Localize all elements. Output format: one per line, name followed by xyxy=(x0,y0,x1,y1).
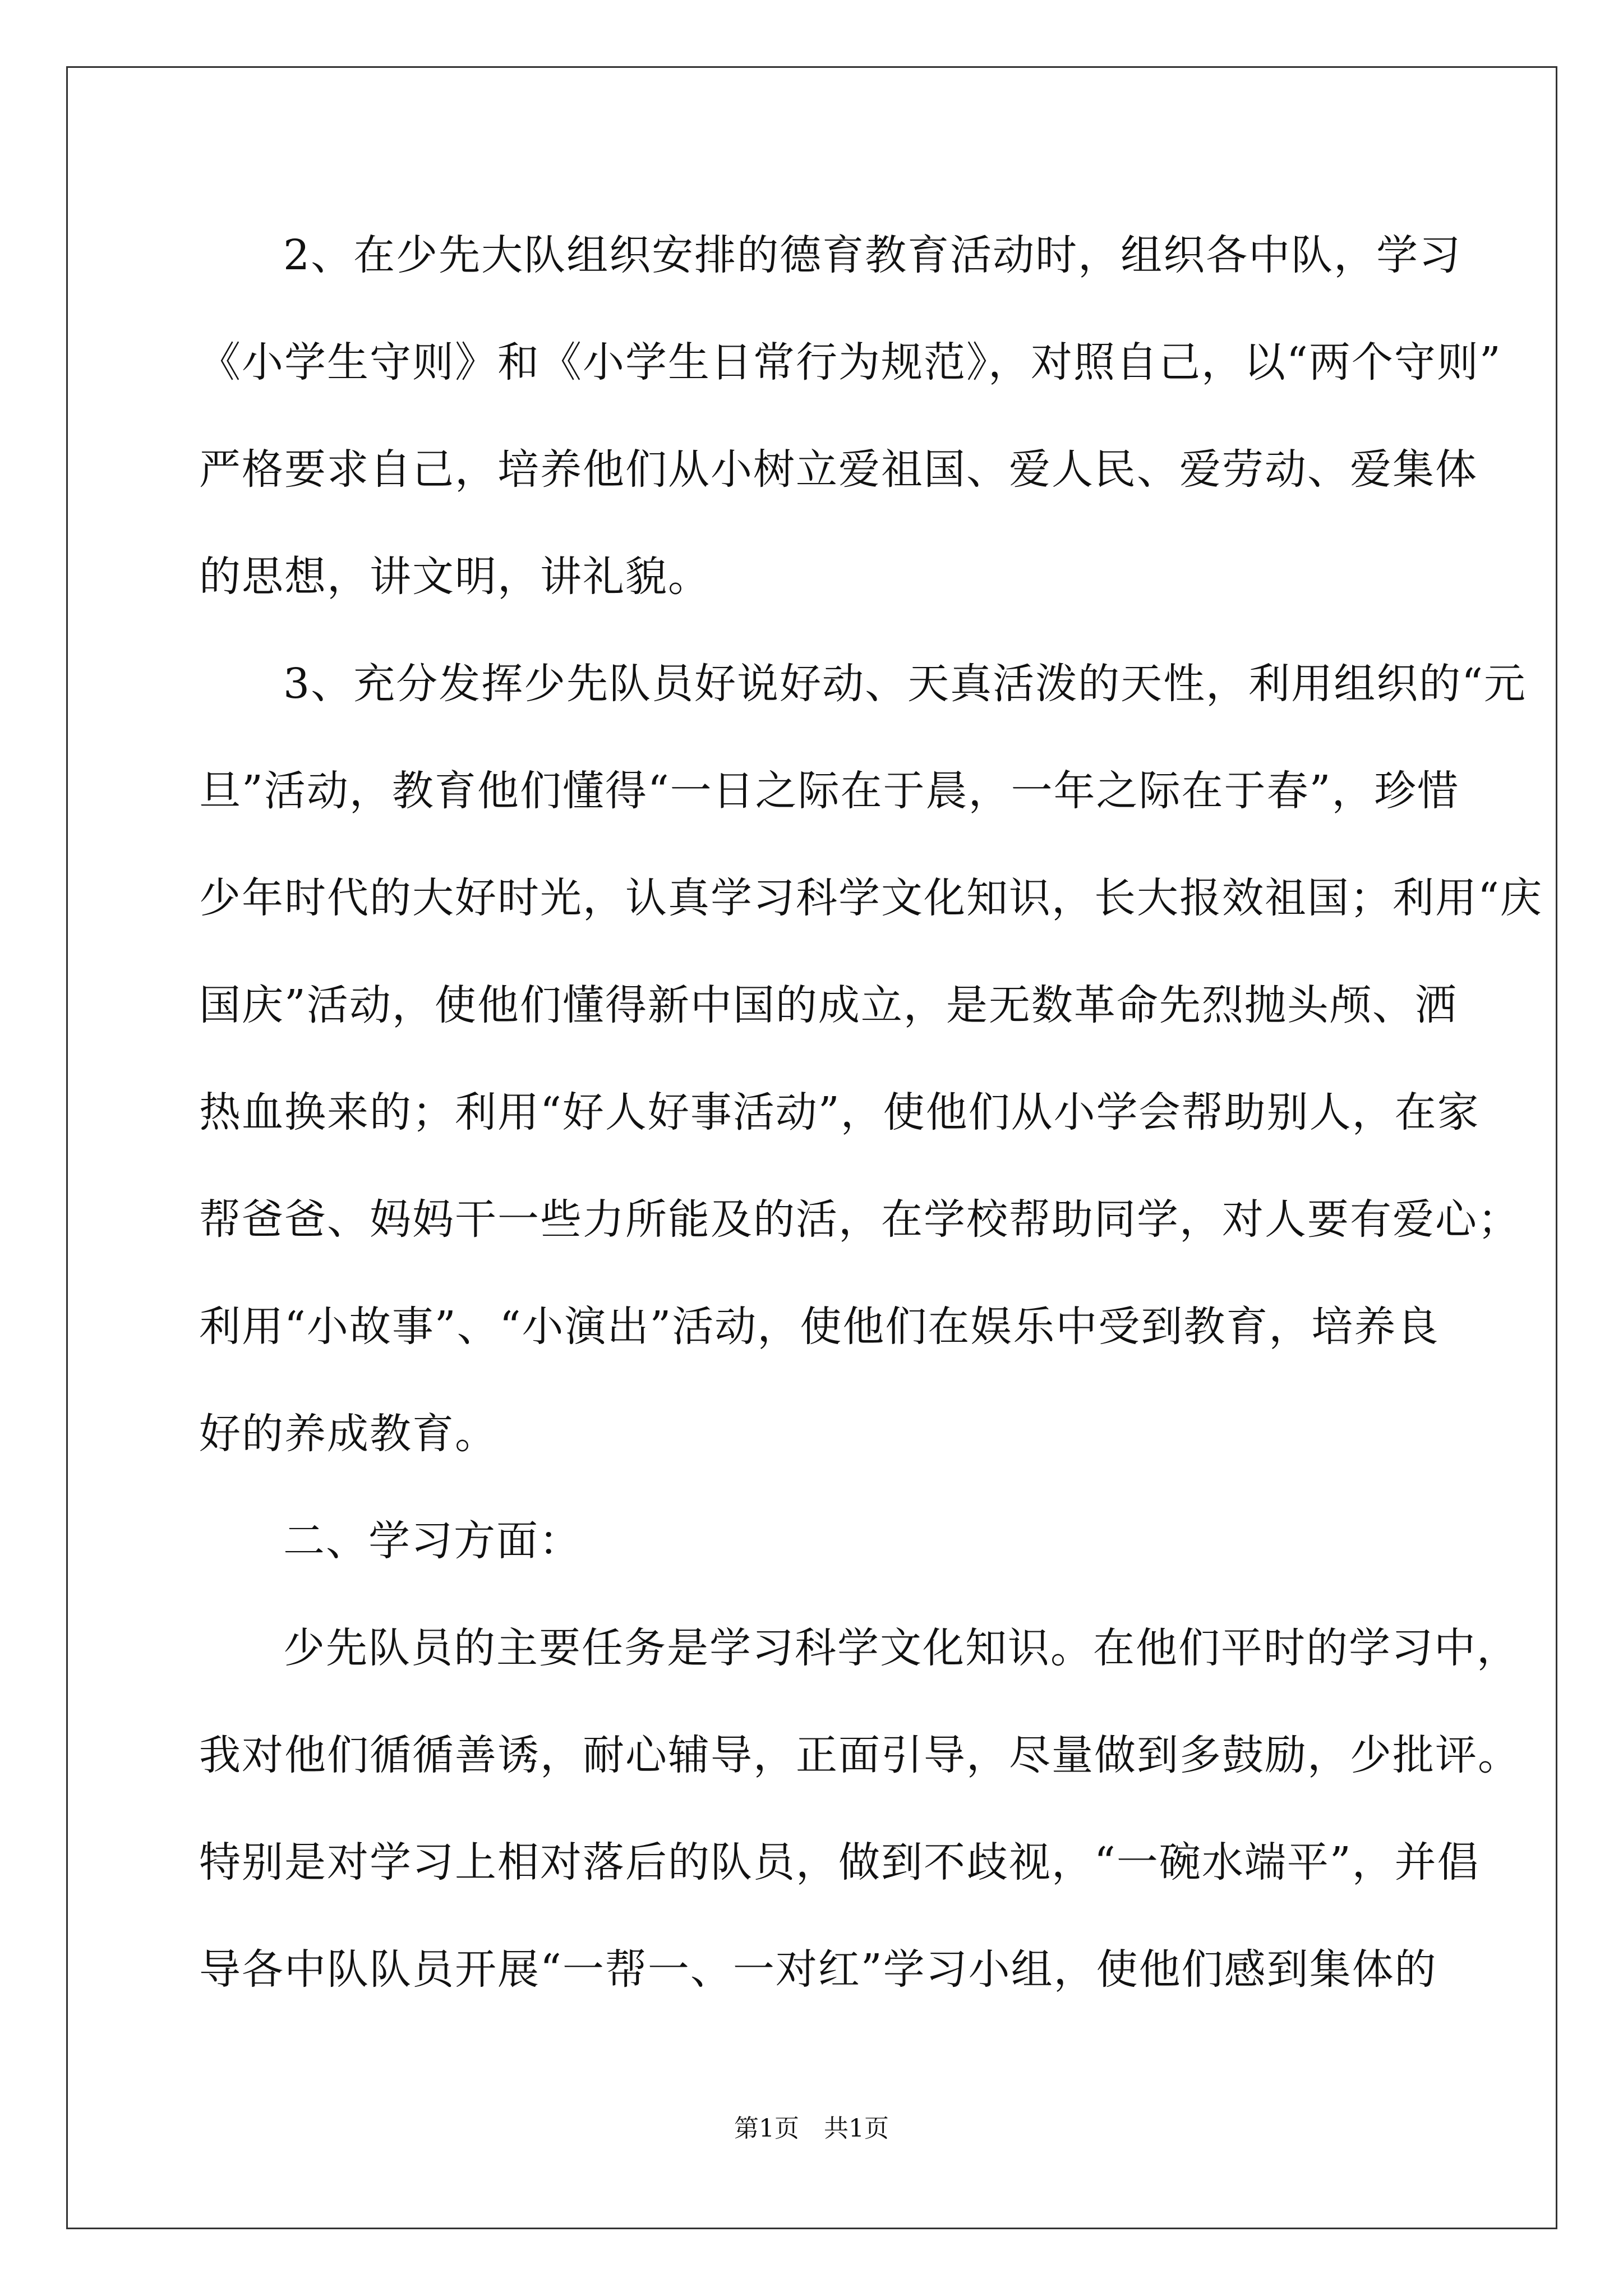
text-line: 《小学生守则》和《小学生日常行为规范》，对照自己，以“两个守则” xyxy=(199,338,1502,386)
text-line: 少年时代的大好时光，认真学习科学文化知识，长大报效祖国；利用“庆 xyxy=(199,874,1543,922)
text-line: 少先队员的主要任务是学习科学文化知识。在他们平时的学习中， xyxy=(283,1624,1519,1672)
section-heading: 二、学习方面： xyxy=(283,1517,582,1565)
text-line: 旦”活动，教育他们懂得“一日之际在于晨，一年之际在于春”，珍惜 xyxy=(199,767,1460,815)
text-line: 国庆”活动，使他们懂得新中国的成立，是无数革命先烈抛头颅、洒 xyxy=(199,981,1458,1029)
text-line: 严格要求自己，培养他们从小树立爱祖国、爱人民、爱劳动、爱集体 xyxy=(199,445,1478,494)
text-line: 我对他们循循善诱，耐心辅导，正面引导，尽量做到多鼓励，少批评。 xyxy=(199,1731,1520,1779)
text-line: 好的养成教育。 xyxy=(199,1410,497,1458)
text-line: 2、在少先大队组织安排的德育教育活动时，组织各中队，学习 xyxy=(283,231,1462,279)
page-number: 第1页 共1页 xyxy=(734,2114,889,2143)
text-line: 导各中队队员开展“一帮一、一对红”学习小组，使他们感到集体的 xyxy=(199,1945,1437,1994)
text-line: 热血换来的；利用“好人好事活动”，使他们从小学会帮助别人，在家 xyxy=(199,1088,1480,1137)
page-border xyxy=(66,66,1557,2229)
text-line: 的思想，讲文明，讲礼貌。 xyxy=(199,553,711,601)
text-line: 利用“小故事”、“小演出”活动，使他们在娱乐中受到教育，培养良 xyxy=(199,1303,1440,1351)
text-line: 特别是对学习上相对落后的队员，做到不歧视，“一碗水端平”，并倡 xyxy=(199,1838,1480,1887)
text-line: 3、充分发挥少先队员好说好动、天真活泼的天性，利用组织的“元 xyxy=(283,660,1527,708)
text-line: 帮爸爸、妈妈干一些力所能及的活，在学校帮助同学，对人要有爱心； xyxy=(199,1195,1520,1244)
